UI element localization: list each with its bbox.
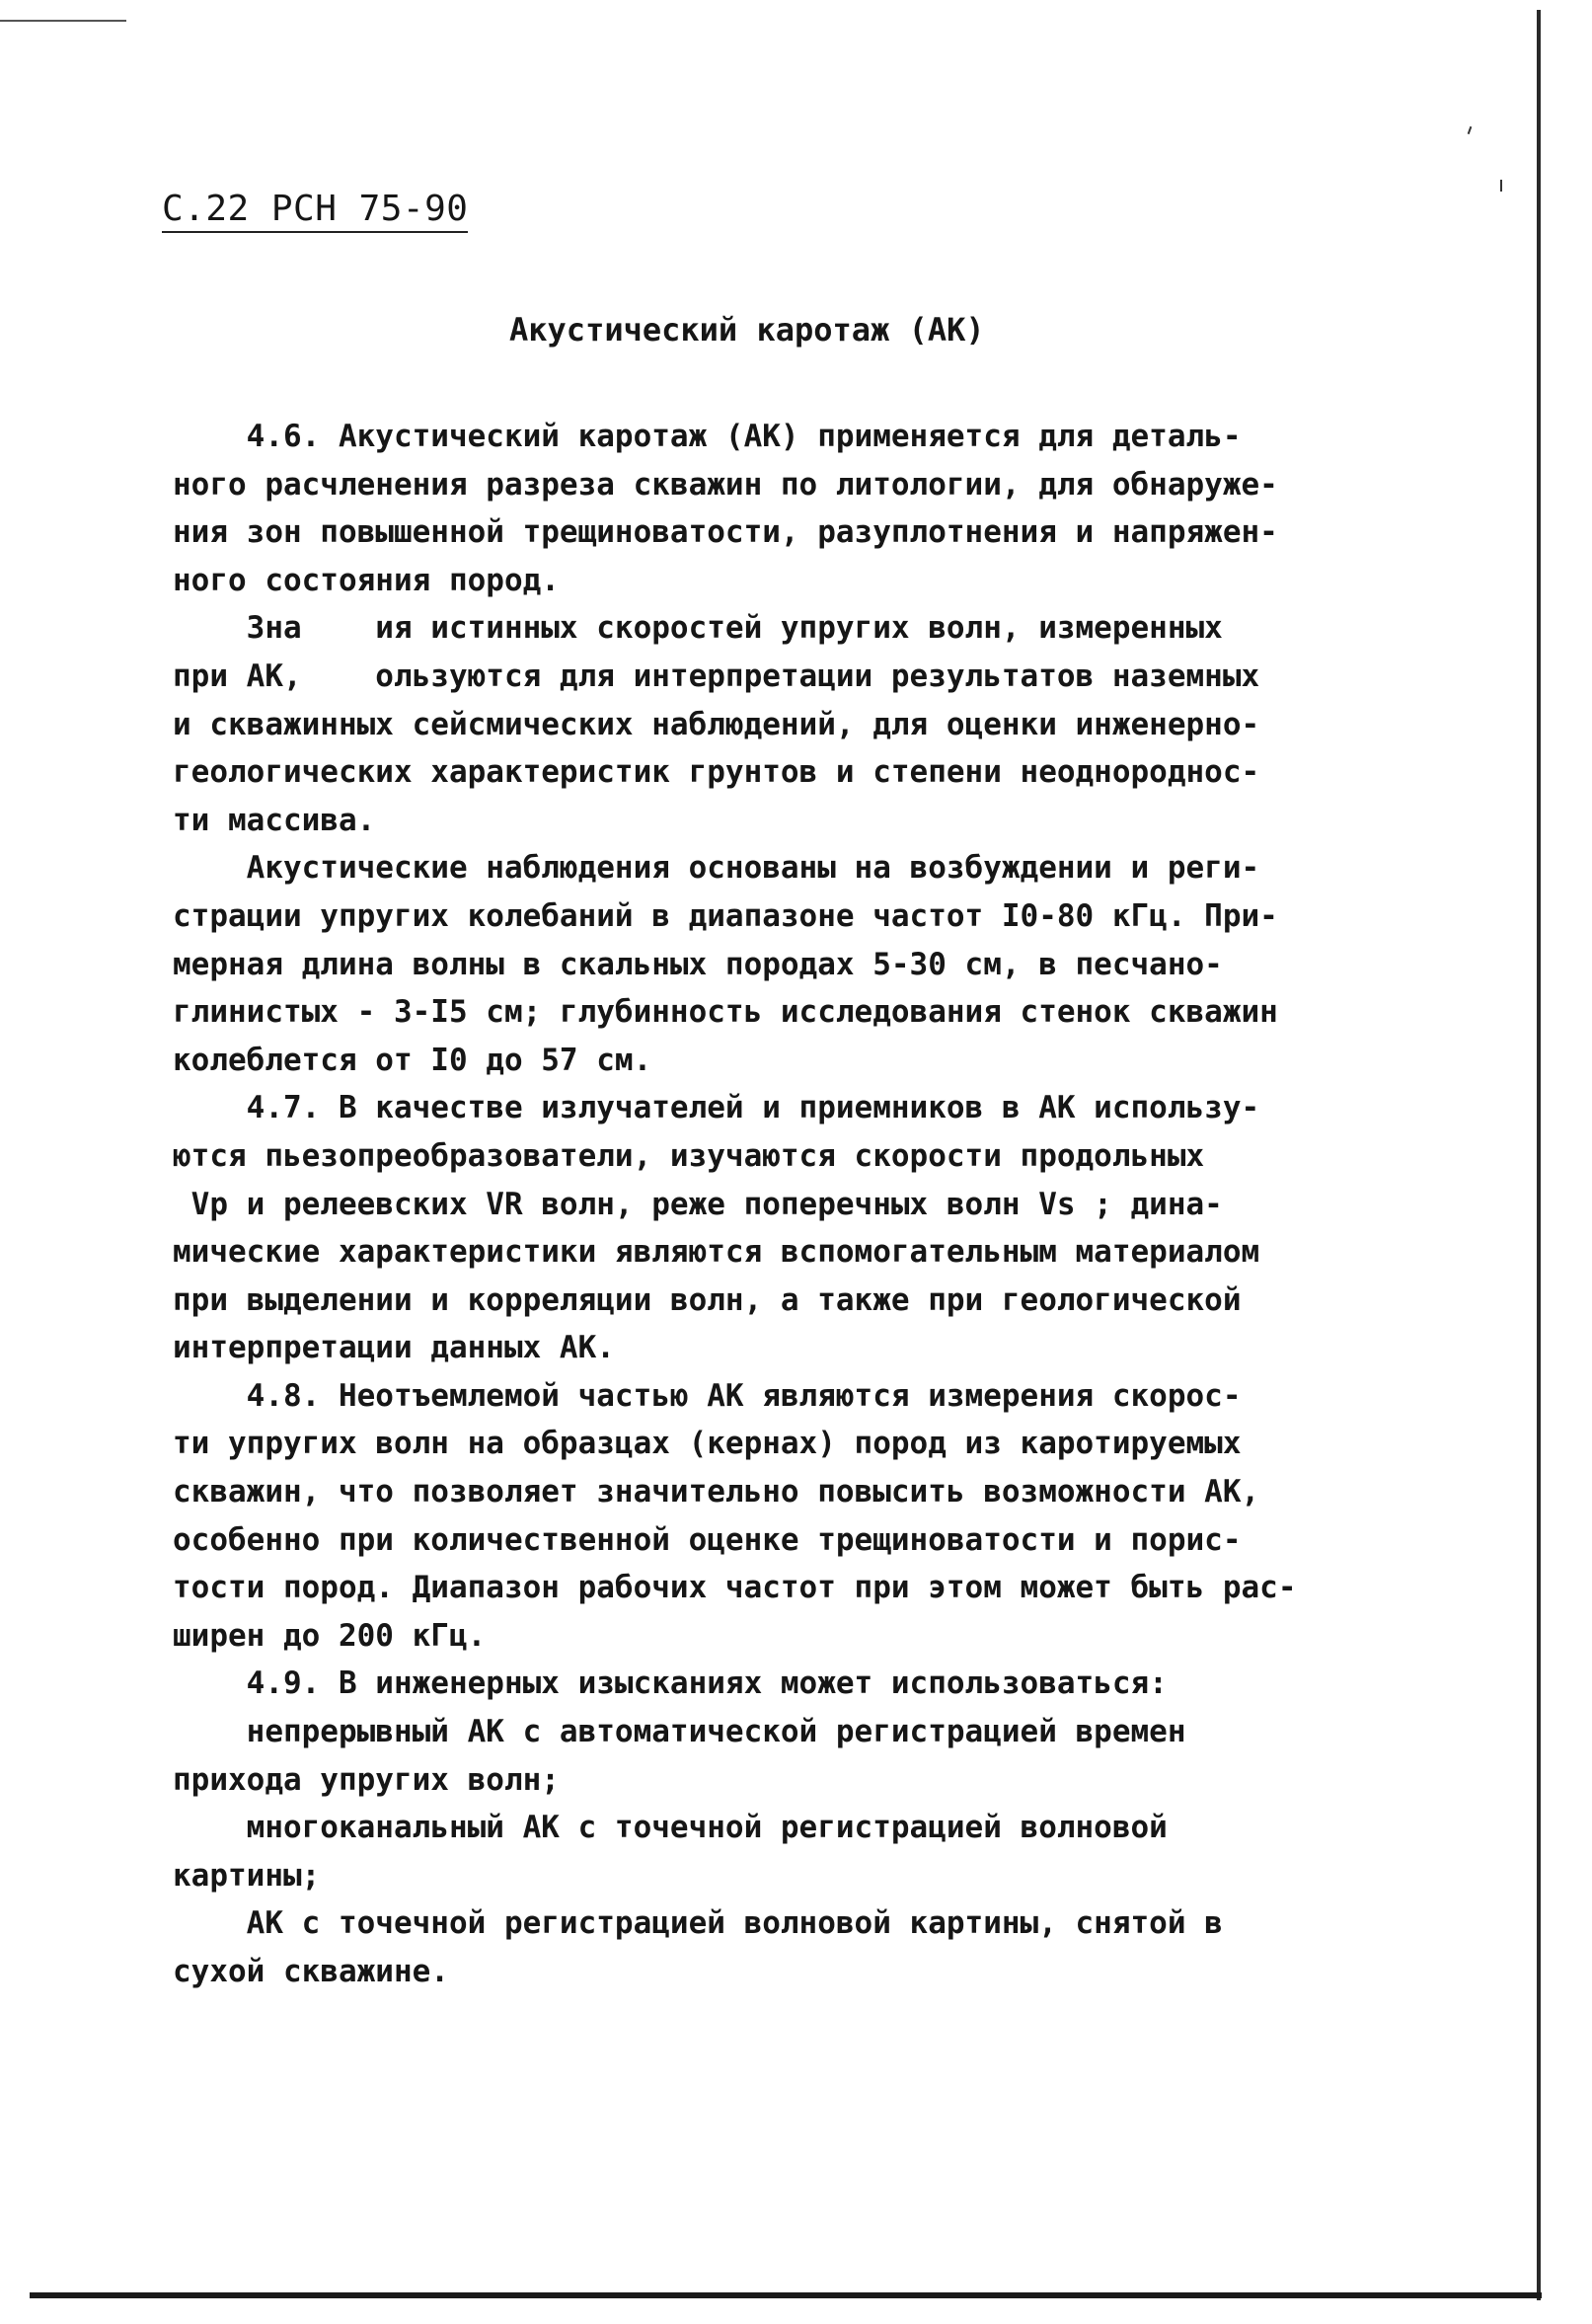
body-text xyxy=(173,413,1357,1996)
text-line: непрерывный АК с автоматической регистрацией времен xyxy=(173,1714,1186,1750)
top-left-rule xyxy=(0,20,126,22)
paragraph-acoustic-observations xyxy=(173,844,1357,1084)
text-line: многоканальный АК с точечной регистрацией волновой xyxy=(173,1810,1168,1846)
text-line: 4.7. В качестве излучателей и приемников в АК использу- xyxy=(173,1090,1260,1126)
text-line: ния зон повышенной трещиноватости, разуплотнения и напряжен- xyxy=(173,514,1278,551)
text-line: АК с точечной регистрацией волновой картины, снятой в xyxy=(173,1905,1223,1942)
text-line: прихода упругих волн; xyxy=(173,1761,560,1798)
text-line: ти упругих волн на образцах (кернах) пород из каротируемых xyxy=(173,1426,1242,1462)
text-line: ного состояния пород. xyxy=(173,562,560,598)
bottom-scan-border xyxy=(30,2292,1542,2298)
list-item-multichannel-ak xyxy=(173,1804,1357,1899)
list-item-continuous-ak xyxy=(173,1708,1357,1804)
text-line: страции упругих колебаний в диапазоне частот I0-80 кГц. При- xyxy=(173,897,1278,934)
paragraph-4-9 xyxy=(173,1660,1357,1708)
text-line: и скважинных сейсмических наблюдений, для оценки инженерно- xyxy=(173,706,1260,742)
text-line: картины; xyxy=(173,1857,321,1894)
text-line: глинистых - 3-I5 см; глубинность исследования стенок скважин xyxy=(173,994,1278,1031)
text-line: скважин, что позволяет значительно повысить возможности АК, xyxy=(173,1474,1260,1511)
section-title: Акустический каротаж (АК) xyxy=(509,311,985,349)
text-line: при выделении и корреляции волн, а также при геологической xyxy=(173,1281,1242,1318)
text-line: ются пьезопреобразователи, изучаются скорости продольных xyxy=(173,1137,1205,1174)
text-line: ного расчленения разреза скважин по литологии, для обнаруже- xyxy=(173,466,1278,503)
text-line: мерная длина волны в скальных породах 5-30 см, в песчано- xyxy=(173,946,1223,982)
page-reference: С.22 РСН 75-90 xyxy=(162,192,468,233)
text-line: 4.9. В инженерных изысканиях может использоваться: xyxy=(173,1666,1168,1702)
paragraph-4-6 xyxy=(173,413,1357,604)
text-line: сухой скважине. xyxy=(173,1954,449,1989)
text-line: при АК, ользуются для интерпретации результатов наземных xyxy=(173,658,1260,694)
paragraph-4-7 xyxy=(173,1084,1357,1372)
text-line: колеблется от I0 до 57 см. xyxy=(173,1042,652,1078)
list-item-dry-well-ak xyxy=(173,1899,1357,1995)
text-line: тости пород. Диапазон рабочих частот при этом может быть рас- xyxy=(173,1570,1297,1606)
text-line: геологических характеристик грунтов и степени неоднороднос- xyxy=(173,754,1260,791)
text-line: особенно при количественной оценке трещиноватости и порис- xyxy=(173,1521,1242,1558)
paragraph-velocity-values xyxy=(173,604,1357,844)
right-scan-border xyxy=(1537,10,1541,2300)
text-line: ти массива. xyxy=(173,802,376,838)
text-line: мические характеристики являются вспомогательным материалом xyxy=(173,1234,1260,1271)
text-line: ширен до 200 кГц. xyxy=(173,1617,487,1654)
paragraph-4-8 xyxy=(173,1372,1357,1661)
text-line: Акустические наблюдения основаны на возбуждении и реги- xyxy=(173,850,1260,887)
text-line: 4.6. Акустический каротаж (АК) применяется для деталь- xyxy=(173,419,1242,454)
text-line: интерпретации данных АК. xyxy=(173,1330,615,1366)
text-line: 4.8. Неотъемлемой частью АК являются измерения скорос- xyxy=(173,1377,1242,1414)
text-line: Vp и релеевских VR волн, реже поперечных волн Vs ; дина- xyxy=(173,1186,1223,1222)
text-line: Зна ия истинных скоростей упругих волн, измеренных xyxy=(173,610,1223,647)
